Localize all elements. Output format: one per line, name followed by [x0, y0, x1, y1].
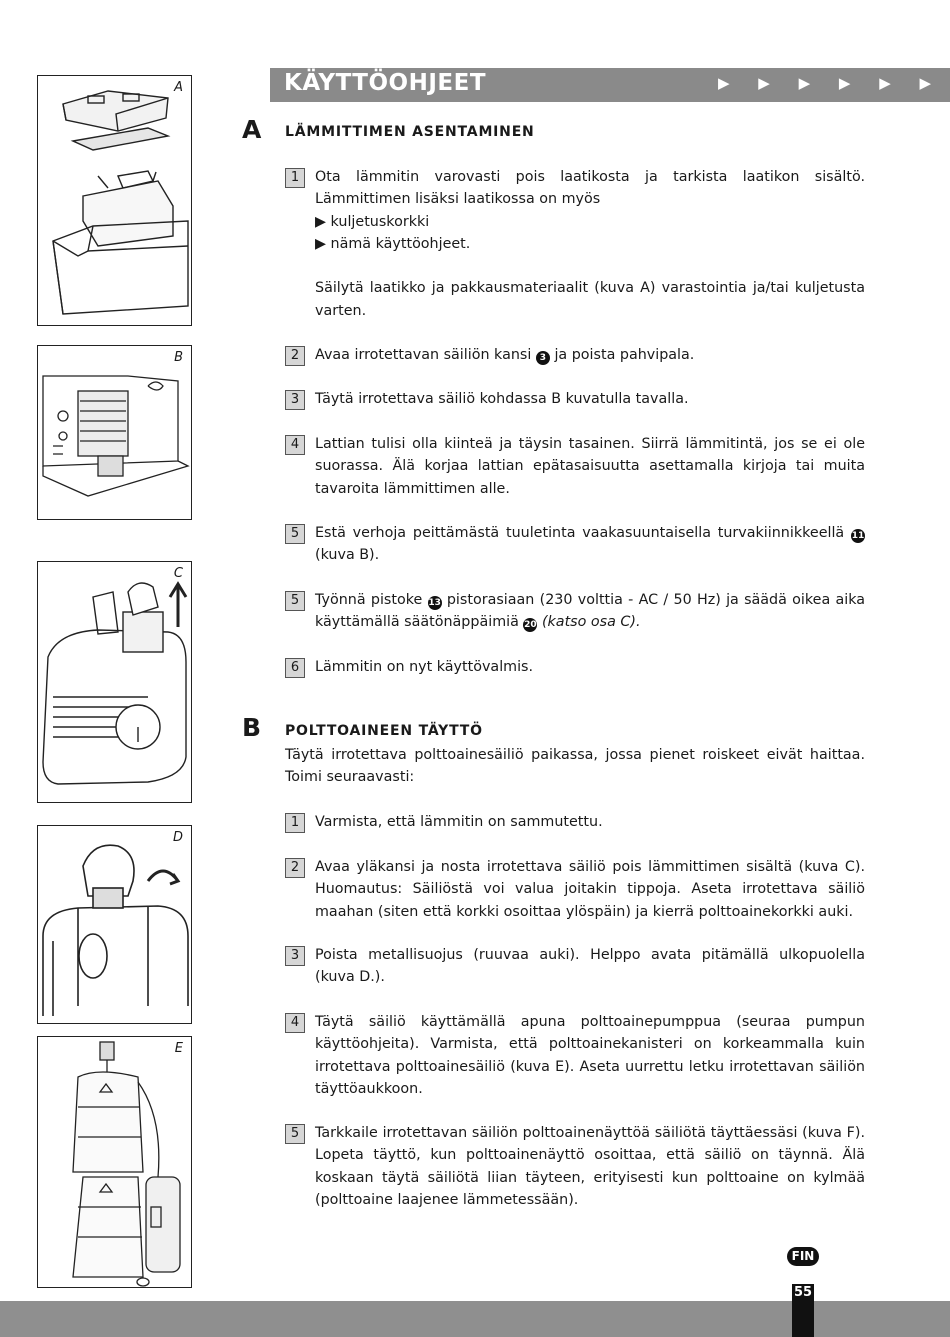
step-text: (kuva B).: [315, 547, 380, 564]
step-text: Tarkkaile irrotettavan säiliön polttoainenäyttöä säiliötä täyttäessäsi (kuva F). Lopeta täyttö, kun polttoainenäyttö osoittaa, että säiliö on täynnä. Älä koskaan täytä säiliötä liian täyteen, erityisesti kun polttoaine on kylmää (polttoaine laajenee lämmetessään).: [315, 1125, 865, 1208]
bullet-arrow-icon: ▶: [315, 235, 326, 252]
step-number: 4: [285, 1013, 305, 1033]
step-text: Avaa irrotettavan säiliön kansi: [315, 347, 532, 363]
page-title: KÄYTTÖOHJEET: [284, 70, 487, 96]
section-a-letter: A: [242, 115, 262, 144]
step-text: Täytä säiliö käyttämällä apuna polttoainepumppua (seuraa pumpun käyttöohjeita). Varmista, että polttoainekanisteri on korkeammalla kuin irrotettava polttoainesäiliö (kuva E). Aseta uurrettu letku irrotettavan säiliön täyttöaukkoon.: [315, 1014, 865, 1097]
step-b2: [285, 856, 865, 923]
ref-number-badge: 20: [524, 620, 537, 631]
step-number: 2: [285, 346, 305, 366]
step-text: Työnnä pistoke: [315, 592, 423, 608]
step-text: ja poista pahvipala.: [554, 347, 695, 363]
step-a4: [285, 433, 865, 500]
step-number: 1: [285, 168, 305, 188]
step-a3: [285, 388, 865, 410]
step-text: Poista metallisuojus (ruuvaa auki). Helppo avata pitämällä ulkopuolella (kuva D.).: [315, 947, 865, 986]
step-note: Säilytä laatikko ja pakkausmateriaalit (kuva A) varastointia ja/tai kuljetusta varten.: [315, 280, 865, 319]
bullet-item: kuljetuskorkki: [330, 213, 430, 230]
fuel-pump-illustration-icon: [38, 1037, 193, 1289]
step-text: (katso osa C).: [541, 614, 641, 631]
step-b5: [285, 1122, 865, 1211]
step-a5: [285, 522, 865, 567]
step-text: Avaa yläkansi ja nosta irrotettava säiliö pois lämmittimen sisältä (kuva C). Huomautus: Säiliöstä voi valua joitakin tippoja. Aseta irrotettava säiliö maahan (siten että korkki osoittaa ylöspäin) ja kierrä polttoainekorkki auki.: [315, 859, 865, 920]
figure-e: [37, 1036, 192, 1288]
step-number: 5: [285, 524, 305, 544]
step-text: Ota lämmitin varovasti pois laatikosta ja tarkista laatikon sisältö. Lämmittimen lisäksi laatikossa on myös: [315, 169, 865, 208]
step-text: pistorasiaan (230 volttia - AC / 50 Hz) ja säädä oikea aika käyttämällä säätönäppäimiä: [315, 592, 866, 631]
header-banner: [270, 68, 950, 102]
step-text: Lämmitin on nyt käyttövalmis.: [315, 659, 534, 675]
step-text: Varmista, että lämmitin on sammutettu.: [315, 814, 603, 830]
section-b-title: POLTTOAINEEN TÄYTTÖ: [285, 723, 483, 739]
language-badge: FIN: [787, 1247, 819, 1266]
figure-a-letter: A: [174, 80, 183, 95]
step-number: 3: [285, 946, 305, 966]
section-a-title: LÄMMITTIMEN ASENTAMINEN: [285, 124, 535, 140]
figure-b: [37, 345, 192, 520]
figure-b-letter: B: [174, 350, 183, 365]
step-number: 2: [285, 858, 305, 878]
step-number: 1: [285, 813, 305, 833]
step-a5b: [285, 589, 865, 634]
figure-d-letter: D: [172, 830, 183, 845]
figure-c: [37, 561, 192, 803]
step-text: Lattian tulisi olla kiinteä ja täysin tasainen. Siirrä lämmitintä, jos se ei ole suorassa. Älä korjaa lattian epätasaisuutta asettamalla kirjoja tai muita tavaroita lämmittimen alle.: [315, 436, 865, 497]
section-b-letter: B: [242, 713, 262, 742]
section-b-intro: Täytä irrotettava polttoainesäiliö paikassa, jossa pienet roiskeet eivät haittaa. Toimi seuraavasti:: [285, 747, 865, 786]
page-number-box: [792, 1284, 814, 1337]
page-number: 55: [793, 1285, 813, 1300]
step-b3: [285, 944, 865, 989]
heater-unboxing-illustration-icon: [38, 76, 193, 327]
heater-back-illustration-icon: [38, 346, 193, 521]
step-number: 6: [285, 658, 305, 678]
arrow-icons: ▶ ▶ ▶ ▶ ▶ ▶: [718, 74, 944, 92]
tank-removal-illustration-icon: [38, 562, 193, 804]
step-a6: [285, 656, 865, 678]
figure-c-letter: C: [173, 566, 183, 581]
ref-number-badge: 13: [428, 598, 441, 608]
step-number: 5: [285, 591, 305, 611]
step-b1: [285, 811, 865, 833]
bullet-item: nämä käyttöohjeet.: [330, 235, 471, 252]
step-a2: [285, 344, 865, 366]
step-b4: [285, 1011, 865, 1100]
step-number: 5: [285, 1124, 305, 1144]
step-text: Estä verhoja peittämästä tuuletinta vaakasuuntaisella turvakiinnikkeellä: [315, 525, 845, 541]
step-number: 3: [285, 390, 305, 410]
ref-number-badge: 3: [536, 351, 550, 365]
bullet-arrow-icon: ▶: [315, 213, 326, 230]
figure-d: [37, 825, 192, 1024]
figure-e-letter: E: [174, 1041, 183, 1056]
cap-unscrew-illustration-icon: [38, 826, 193, 1025]
step-text: Täytä irrotettava säiliö kohdassa B kuvatulla tavalla.: [315, 391, 689, 407]
figure-a: [37, 75, 192, 326]
ref-number-badge: 11: [851, 531, 865, 541]
step-number: 4: [285, 435, 305, 455]
step-a1: [285, 166, 865, 322]
